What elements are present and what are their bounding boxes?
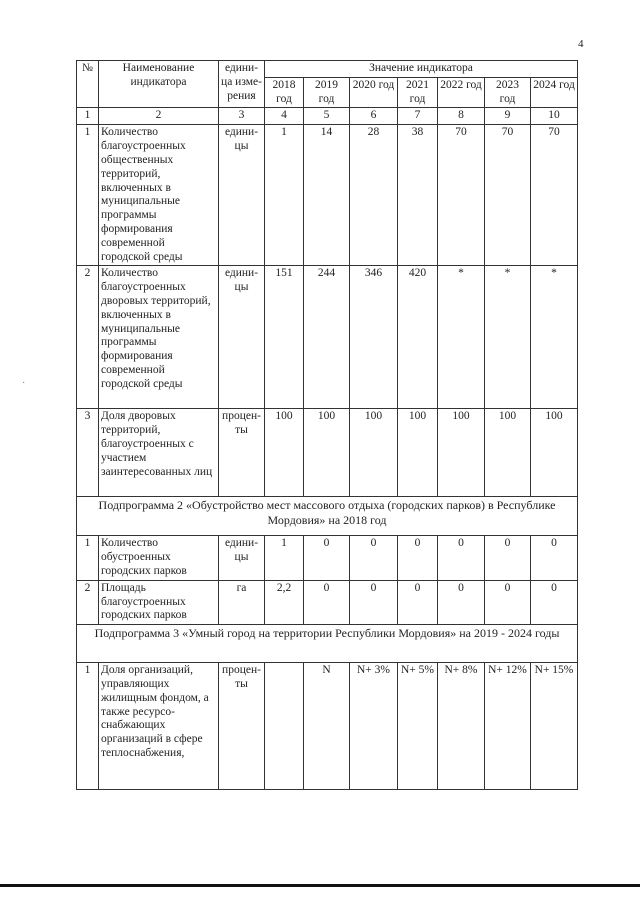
column-number: 7 (398, 108, 438, 125)
value-cell: N (304, 663, 350, 790)
indicator-name: Количество обустроенных городских парков (99, 536, 219, 580)
unit-cell: процен-ты (219, 663, 265, 790)
row-number: 1 (77, 125, 99, 266)
value-cell: 1 (265, 536, 304, 580)
header-number: № (77, 61, 99, 108)
scan-bottom-edge (0, 884, 640, 887)
value-cell: 100 (265, 409, 304, 497)
value-cell: 70 (485, 125, 531, 266)
header-year: 2022 год (438, 77, 485, 108)
value-cell: 346 (350, 266, 398, 409)
value-cell: 100 (350, 409, 398, 497)
table-row (77, 125, 578, 266)
value-cell: 0 (531, 580, 578, 624)
unit-cell: процен-ты (219, 409, 265, 497)
column-number: 10 (531, 108, 578, 125)
subprogram-row (77, 497, 578, 536)
indicator-name: Доля организаций, управляющих жилищным фондом, а также ресурсо-снабжающих организаций в сфере теплоснабжения, (99, 663, 219, 790)
value-cell (265, 663, 304, 790)
column-number: 5 (304, 108, 350, 125)
value-cell: 0 (438, 580, 485, 624)
header-year: 2024 год (531, 77, 578, 108)
value-cell: N+ 15% (531, 663, 578, 790)
subprogram-2-title: Подпрограмма 2 «Обустройство мест массового отдыха (городских парков) в Республике Мордовия» на 2018 год (77, 497, 578, 536)
header-year: 2020 год (350, 77, 398, 108)
value-cell: * (531, 266, 578, 409)
value-cell: 0 (438, 536, 485, 580)
column-number: 8 (438, 108, 485, 125)
header-year: 2018 год (265, 77, 304, 108)
unit-cell: едини-цы (219, 266, 265, 409)
value-cell: 420 (398, 266, 438, 409)
value-cell: 244 (304, 266, 350, 409)
column-number-row (77, 108, 578, 125)
indicators-table (76, 60, 578, 790)
margin-mark: · (22, 378, 26, 389)
table-row (77, 409, 578, 497)
value-cell: 0 (531, 536, 578, 580)
value-cell: 151 (265, 266, 304, 409)
value-cell: 0 (485, 536, 531, 580)
indicator-name: Количество благоустроенных общественных территорий, включенных в муниципальные программы формирования современной городской среды (99, 125, 219, 266)
row-number: 2 (77, 266, 99, 409)
value-cell: 100 (531, 409, 578, 497)
value-cell: N+ 3% (350, 663, 398, 790)
column-number: 1 (77, 108, 99, 125)
table-row (77, 536, 578, 580)
value-cell: 100 (398, 409, 438, 497)
column-number: 4 (265, 108, 304, 125)
header-year: 2021 год (398, 77, 438, 108)
header-year: 2023 год (485, 77, 531, 108)
indicator-name: Количество благоустроенных дворовых территорий, включенных в муниципальные программы формирования современной городской среды (99, 266, 219, 409)
column-number: 3 (219, 108, 265, 125)
value-cell: 2,2 (265, 580, 304, 624)
row-number: 3 (77, 409, 99, 497)
table-row (77, 266, 578, 409)
value-cell: 14 (304, 125, 350, 266)
header-row (77, 61, 578, 78)
value-cell: 100 (438, 409, 485, 497)
value-cell: * (485, 266, 531, 409)
column-number: 6 (350, 108, 398, 125)
header-indicator-value: Значение индикатора (265, 61, 578, 78)
header-unit: едини-ца изме-рения (219, 61, 265, 108)
value-cell: 1 (265, 125, 304, 266)
value-cell: 70 (438, 125, 485, 266)
value-cell: * (438, 266, 485, 409)
indicator-name: Доля дворовых территорий, благоустроенных с участием заинтересованных лиц (99, 409, 219, 497)
header-indicator-name: Наименование индикатора (99, 61, 219, 108)
row-number: 1 (77, 536, 99, 580)
value-cell: 0 (350, 536, 398, 580)
row-number: 1 (77, 663, 99, 790)
value-cell: N+ 5% (398, 663, 438, 790)
value-cell: 0 (398, 536, 438, 580)
unit-cell: га (219, 580, 265, 624)
indicator-name: Площадь благоустроенных городских парков (99, 580, 219, 624)
value-cell: 0 (398, 580, 438, 624)
value-cell: 0 (350, 580, 398, 624)
value-cell: 38 (398, 125, 438, 266)
page-number: 4 (578, 38, 584, 50)
column-number: 2 (99, 108, 219, 125)
value-cell: N+ 8% (438, 663, 485, 790)
subprogram-row (77, 625, 578, 663)
unit-cell: едини-цы (219, 536, 265, 580)
value-cell: 28 (350, 125, 398, 266)
table-row (77, 580, 578, 624)
row-number: 2 (77, 580, 99, 624)
value-cell: 0 (304, 536, 350, 580)
value-cell: 70 (531, 125, 578, 266)
column-number: 9 (485, 108, 531, 125)
value-cell: N+ 12% (485, 663, 531, 790)
table-row (77, 663, 578, 790)
header-year: 2019 год (304, 77, 350, 108)
unit-cell: едини-цы (219, 125, 265, 266)
value-cell: 0 (304, 580, 350, 624)
value-cell: 100 (485, 409, 531, 497)
subprogram-3-title: Подпрограмма 3 «Умный город на территории Республики Мордовия» на 2019 - 2024 годы (77, 625, 578, 663)
value-cell: 0 (485, 580, 531, 624)
value-cell: 100 (304, 409, 350, 497)
